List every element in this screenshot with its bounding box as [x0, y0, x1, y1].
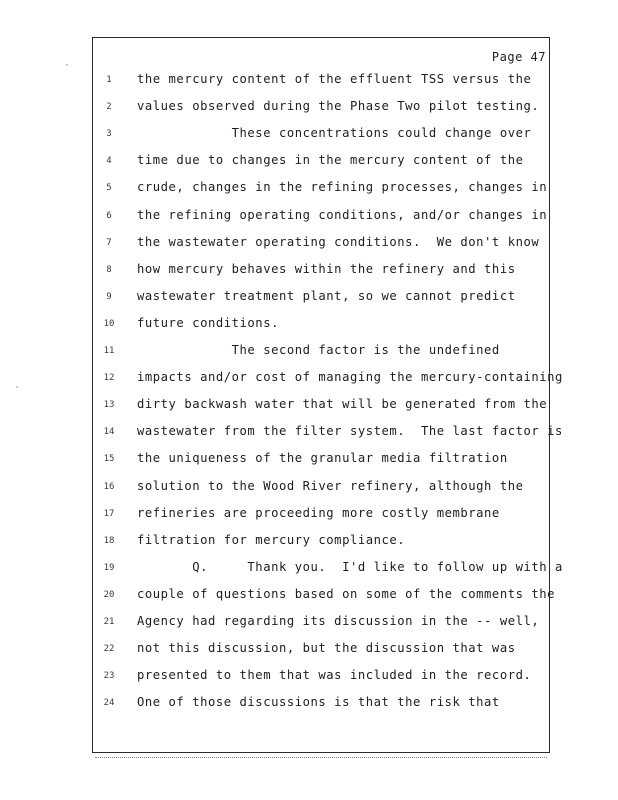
line-number: 9 [106, 291, 112, 302]
transcript-line [0, 695, 618, 715]
line-number: 20 [103, 589, 115, 600]
transcript-line [0, 126, 618, 146]
line-number: 5 [106, 183, 112, 194]
line-number: 7 [106, 237, 112, 248]
line-number: 24 [103, 698, 115, 709]
line-text: The second factor is the undefined [137, 343, 500, 357]
line-number: 12 [103, 373, 115, 384]
transcript-line [0, 560, 618, 580]
transcript-line [0, 99, 618, 119]
line-number: 1 [106, 75, 112, 85]
line-number: 16 [103, 481, 115, 492]
line-number: 10 [103, 318, 115, 329]
line-text: One of those discussions is that the risk that [137, 695, 500, 710]
transcript-line [0, 587, 618, 607]
line-number: 13 [103, 400, 115, 411]
line-text: refineries are proceeding more costly membrane [137, 505, 500, 520]
line-number: 6 [106, 210, 112, 221]
line-text: couple of questions based on some of the comments the [137, 586, 556, 601]
transcript-line [0, 614, 618, 634]
line-text: solution to the Wood River refinery, although the [137, 478, 524, 493]
transcript-line [0, 641, 618, 661]
line-number: 22 [103, 644, 115, 655]
transcript-line [0, 451, 618, 471]
transcript-line [0, 262, 618, 282]
transcript-line [0, 424, 618, 444]
line-number: 11 [103, 346, 115, 356]
line-text: crude, changes in the refining processes, changes in [137, 180, 548, 195]
transcript-line [0, 479, 618, 499]
line-text: filtration for mercury compliance. [137, 532, 406, 547]
line-number: 14 [103, 427, 115, 438]
transcript-line [0, 289, 618, 309]
line-text: dirty backwash water that will be generated from the [137, 397, 548, 412]
transcript-line [0, 235, 618, 255]
transcript-line [0, 370, 618, 390]
line-text: the refining operating conditions, and/or changes in [137, 207, 548, 222]
transcript-line [0, 668, 618, 688]
line-text: the wastewater operating conditions. We don't know [137, 234, 540, 249]
bottom-rule [95, 757, 547, 758]
line-text: presented to them that was included in the record. [137, 668, 532, 683]
line-number: 19 [103, 562, 115, 573]
line-text: These concentrations could change over [137, 126, 532, 141]
transcript-line [0, 153, 618, 173]
line-text: impacts and/or cost of managing the mercury-containing [137, 370, 563, 385]
scan-speck: · [14, 382, 21, 393]
transcript-line [0, 316, 618, 336]
line-text: values observed during the Phase Two pilot testing. [137, 99, 540, 114]
line-number: 3 [106, 129, 112, 140]
line-text: how mercury behaves within the refinery and this [137, 261, 516, 276]
line-number: 17 [103, 508, 115, 519]
line-text: wastewater treatment plant, so we cannot predict [137, 288, 516, 303]
transcript-line [0, 397, 618, 417]
transcript-line [0, 180, 618, 200]
line-text: Q. Thank you. I'd like to follow up with a [137, 559, 563, 574]
transcript-line [0, 343, 618, 363]
transcript-line [0, 208, 618, 228]
transcript-line [0, 72, 618, 92]
line-text: the mercury content of the effluent TSS versus the [137, 72, 532, 86]
line-text: future conditions. [137, 315, 279, 330]
line-number: 4 [106, 156, 112, 167]
line-number: 23 [103, 671, 115, 682]
transcript-line [0, 506, 618, 526]
line-text: wastewater from the filter system. The last factor is [137, 424, 563, 439]
line-text: Agency had regarding its discussion in the -- well, [137, 614, 540, 628]
transcript-line [0, 533, 618, 553]
line-text: the uniqueness of the granular media filtration [137, 451, 508, 466]
line-number: 8 [106, 264, 112, 275]
line-number: 18 [103, 535, 115, 546]
line-number: 15 [103, 454, 115, 465]
line-number: 21 [103, 617, 115, 627]
line-number: 2 [106, 102, 112, 113]
scan-speck: · [64, 60, 71, 71]
line-text: not this discussion, but the discussion that was [137, 641, 516, 656]
page-number: Page 47 [491, 50, 546, 64]
line-text: time due to changes in the mercury content of the [137, 153, 524, 168]
